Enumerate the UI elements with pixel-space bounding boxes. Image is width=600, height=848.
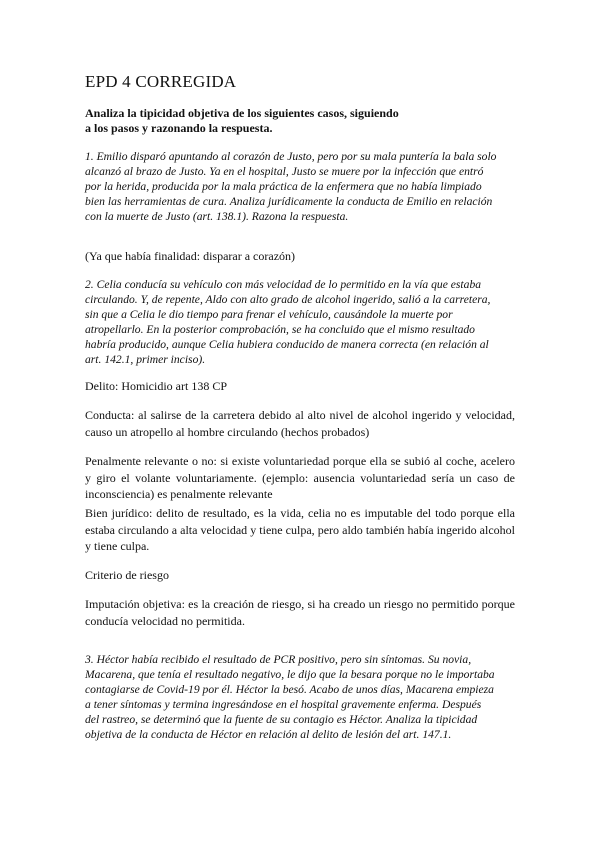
case-2-imputacion-objetiva: Imputación objetiva: es la creación de riesgo, si ha creado un riesgo no permitido porque conducía velocidad no permitida. <box>85 597 515 628</box>
case-2-bien-juridico: Bien jurídico: delito de resultado, es la vida, celia no es imputable del todo porque ella estaba circulando a alta velocidad y tiene culpa, pero aldo también había ingerido alcohol y tiene culpa. <box>85 506 515 553</box>
case-2-delito: Delito: Homicidio art 138 CP <box>85 379 227 393</box>
case-1-statement: 1. Emilio disparó apuntando al corazón de Justo, pero por su mala puntería la bala solo alcanzó al brazo de Justo. Ya en el hospital, Justo se muere por la infección que entró por la herida, producida por la mala práctica de la enfermera que no había limpiado bien las herramientas de cura. Analiza jurídicamente la conducta de Emilio en relación con la muerte de Justo (art. 138.1). Razona la respuesta. <box>85 150 497 223</box>
case-2-criterio-riesgo: Criterio de riesgo <box>85 568 169 582</box>
case-2-conducta: Conducta: al salirse de la carretera debido al alto nivel de alcohol ingerido y velocidad, causo un atropello al hombre circulando (hechos probados) <box>85 408 515 439</box>
case-2-statement: 2. Celia conducía su vehículo con más velocidad de lo permitido en la vía que estaba circulando. Y, de repente, Aldo con alto grado de alcohol ingerido, salió a la carretera, sin que a Celia le dio tiempo para frenar el vehículo, causándole la muerte por atropellarlo. En la posterior comprobación, se ha concluido que el mismo resultado habría producido, aunque Celia hubiera conducido de manera correcta (en relación al art. 142.1, primer inciso). <box>85 278 491 366</box>
case-2-penalmente-relevante: Penalmente relevante o no: si existe voluntariedad porque ella se subió al coche, acelero y giro el volante voluntariamente. (ejemplo: ausencia voluntariedad sería un caso de inconsciencia) es penalmente relevante <box>85 454 515 501</box>
instruction-line-1: Analiza la tipicidad objetiva de los siguientes casos, siguiendo <box>85 106 399 120</box>
case-3-statement: 3. Héctor había recibido el resultado de PCR positivo, pero sin síntomas. Su novia, Macarena, que tenía el resultado negativo, le dijo que la besara porque no le importaba contagiarse de Covid-19 por él. Héctor la besó. Acabo de unos días, Macarena empieza a tener síntomas y termina ingresándose en el hospital gravemente enferma. Después del rastreo, se determinó que la fuente de su contagio es Héctor. Analiza la tipicidad objetiva de la conducta de Héctor en relación al delito de lesión del art. 147.1. <box>85 653 495 741</box>
case-1-answer: (Ya que había finalidad: disparar a corazón) <box>85 249 296 263</box>
instructions <box>85 106 415 136</box>
instruction-line-2: a los pasos y razonando la respuesta. <box>85 121 273 135</box>
document-title: EPD 4 CORREGIDA <box>85 72 237 91</box>
